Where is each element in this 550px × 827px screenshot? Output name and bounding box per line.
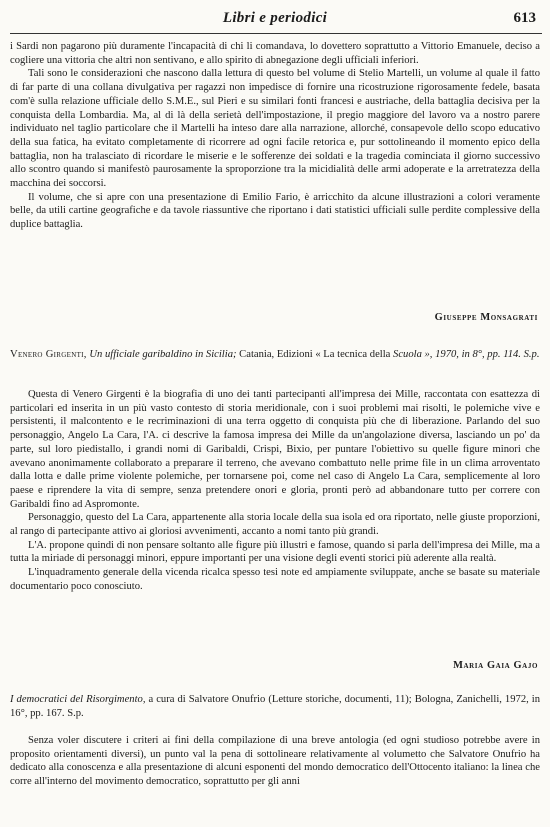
reviewer-signature: Maria Gaia Gajo	[453, 660, 538, 671]
citation-title: I democratici del Risorgimento,	[10, 694, 146, 705]
citation-author: Venero Girgenti,	[10, 349, 87, 360]
book-citation	[10, 693, 540, 720]
book-citation	[10, 348, 540, 362]
citation-curator: a cura di Salvatore Onufrio	[148, 694, 266, 705]
paragraph: Questa di Venero Girgenti è la biografia di uno dei tanti partecipanti all'impresa dei Mille, raccontata con esattezza di particolari ed inserita in un più vasto contesto di storia meridionale, con i suoi problemi mai risolti, le polemiche vive e persistenti, il malcontento e le recriminazioni di una terra oggetto di conquista più che di liberazione. Parlando del suo personaggio, Angelo La Cara, l'A. ci descrive la famosa impresa dei Mille da un'angolazione diversa, lasciando un po' da parte, sul loro piedistallo, i grandi nomi di Garibaldi, Crispi, Bixio, per puntare l'obiettivo su quelle figure minori che avevano anonimamente collaborato a preparare il terreno, che avevano combattuto nelle prime file in un clima arroventato dalla lotta e dalle prime violente polemiche, per tornarsene poi, come nel caso di Angelo La Cara, semplicemente al loro paese e riprendere la vita di sempre, senza pretendere onori e gloria, pronti però ad abbandonare tutto per correre con Garibaldi fino ad Aspromonte.	[10, 389, 540, 510]
paragraph: L'inquadramento generale della vicenda ricalca spesso tesi note ed ampiamente sviluppate, anche se basate su materiale documentario poco conosciuto.	[10, 567, 540, 592]
citation-series: Scuola », 1970, in 8°, pp. 114. S.p.	[393, 349, 540, 360]
citation-title: Un ufficiale garibaldino in Sicilia;	[89, 349, 237, 360]
section-title: Libri e periodici	[222, 10, 328, 26]
page-number: 613	[513, 10, 536, 26]
paragraph: Tali sono le considerazioni che nascono dalla lettura di questo bel volume di Stelio Martelli, un volume al quale il fatto di far parte di una collana divulgativa per ragazzi non impedisce di fornire una ricostruzione rigorosamente fedele, basata com'è sulla relazione ufficiale dello S.M.E., sul Pieri e su similari fonti francesi e austriache, della battaglia decisiva per la conquista della Lombardia. Ma, al di là della serietà dell'impostazione, il pregio maggiore del lavoro va a nostro parere individuato nel taglio particolare che il Martelli ha inteso dare alla narrazione, allorché, consapevole dello scopo educativo della sua fatica, ha evitato completamente di ricorrere ad ogni facile retorica e, pur sottolineando il momento epico della battaglia, non ha tralasciato di ricordare le miserie e le sofferenze dei soldati e la tragedia cominciata il giorno successivo allo scontro quando si manifestò paurosamente la sproporzione tra la micidialità delle armi adoperate e la arretratezza della macchina dei soccorsi.	[10, 68, 540, 190]
running-head	[0, 6, 550, 32]
review-martelli	[10, 40, 540, 232]
review-girgenti	[10, 388, 540, 594]
citation-publisher: Catania, Edizioni « La tecnica della	[239, 349, 391, 360]
header-rule	[10, 33, 542, 34]
citation-publisher: Bologna, Zanichelli, 1972, in 16°, pp. 167. S.p.	[10, 694, 541, 719]
paragraph: Personaggio, questo del La Cara, appartenente alla storia locale della sua isola ed ora riportato, nelle giuste proporzioni, al rango di partecipante attivo ai gloriosi avvenimenti, accanto a nomi tanto più grandi.	[10, 512, 540, 538]
paragraph: i Sardi non pagarono più duramente l'incapacità di chi li comandava, lo dovettero soprattutto a Vittorio Emanuele, deciso a cogliere una vittoria che altri non sentivano, e allo spirito di abnegazione degli ufficiali inferiori.	[10, 41, 540, 66]
paragraph: Senza voler discutere i criteri ai fini della compilazione di una breve antologia (ed ogni studioso potrebbe avere in proposito orientamenti diversi), un punto val la pena di sottolineare relativamente al volumetto che Salvatore Onufrio ha dedicato alla conoscenza e alla presentazione di alcuni esponenti del mondo democratico dell'Ottocento italiano: la linea che corre all'interno del movimento democratico, soprattutto per gli anni	[10, 735, 540, 788]
review-onufrio	[10, 734, 540, 789]
paragraph: L'A. propone quindi di non pensare soltanto alle figure più illustri e famose, quando si parla dell'impresa dei Mille, ma a tutta la miriade di personaggi minori, eppure importanti per una visione degli eventi storici più aderente alla realtà.	[10, 539, 540, 565]
citation-series: (Letture storiche, documenti, 11);	[268, 694, 412, 705]
paragraph: Il volume, che si apre con una presentazione di Emilio Fario, è arricchito da alcune illustrazioni a colori veramente belle, da utili cartine geografiche e da tavole riassuntive che riportano i dati statistici ufficiali sulle perdite complessive della duplice battaglia.	[10, 191, 540, 231]
reviewer-signature: Giuseppe Monsagrati	[434, 312, 538, 323]
